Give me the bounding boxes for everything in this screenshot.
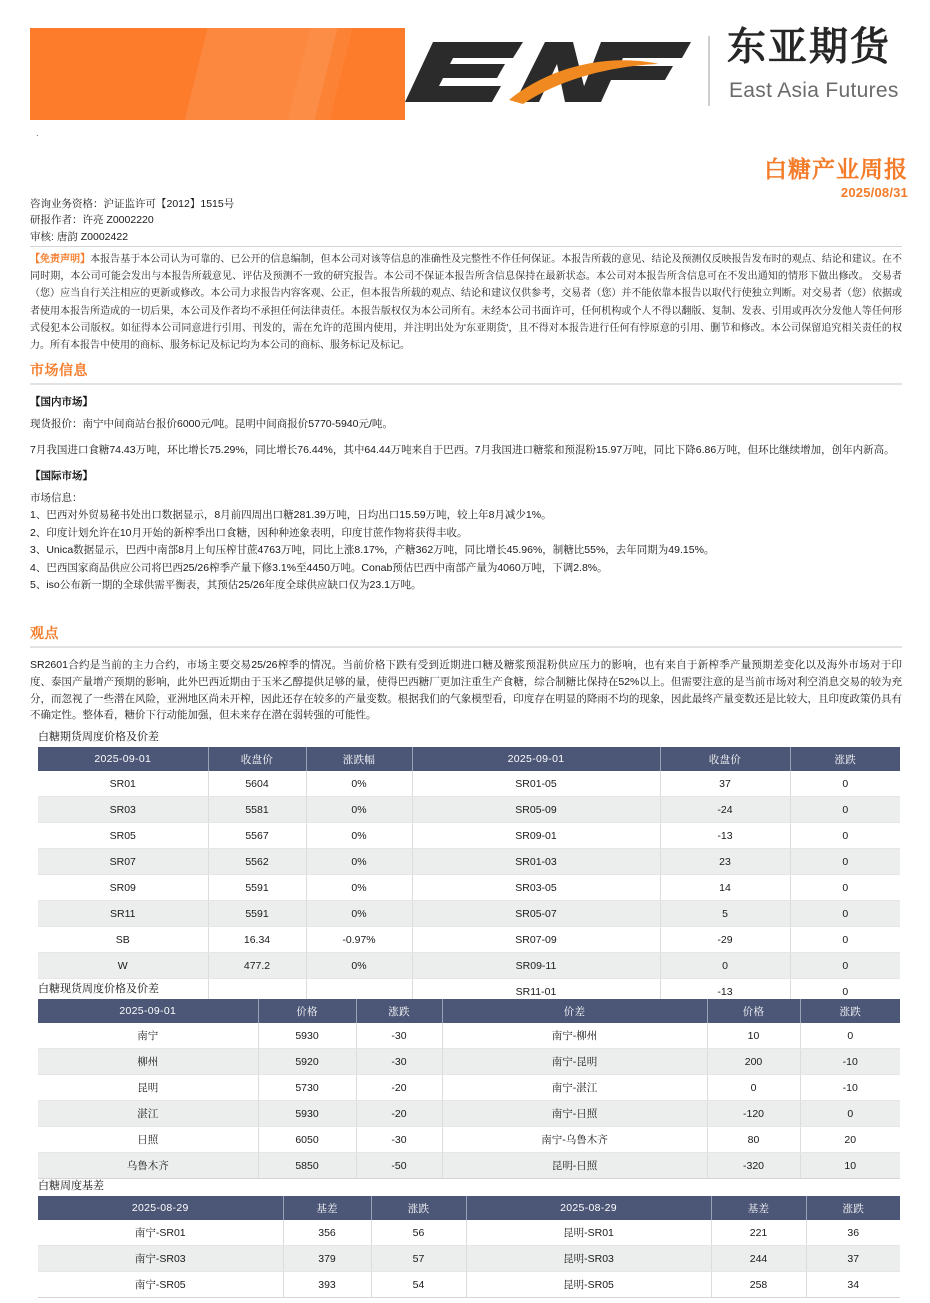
brand-color-block bbox=[30, 28, 405, 120]
cell: 5 bbox=[660, 901, 790, 927]
table-row bbox=[38, 1023, 900, 1049]
cell: 37 bbox=[660, 771, 790, 797]
table-row bbox=[38, 953, 900, 979]
cell: 23 bbox=[660, 849, 790, 875]
col-header: 涨跌幅 bbox=[306, 747, 412, 771]
disclaimer-divider bbox=[30, 246, 902, 247]
domestic-market-subheading: 【国内市场】 bbox=[30, 396, 93, 408]
report-date: 2025/08/31 bbox=[840, 185, 908, 201]
international-item-2: 2、印度计划允许在10月开始的新榨季出口食糖，因种种迹象表明，印度甘蔗作物将获得丰收。 bbox=[30, 526, 468, 539]
cell: 5562 bbox=[208, 849, 306, 875]
cell: -30 bbox=[356, 1127, 442, 1153]
cell: 南宁-湛江 bbox=[442, 1075, 707, 1101]
cell: 0% bbox=[306, 797, 412, 823]
col-header: 收盘价 bbox=[208, 747, 306, 771]
cell: 6050 bbox=[258, 1127, 356, 1153]
international-market-subheading: 【国际市场】 bbox=[30, 470, 93, 482]
international-lead: 市场信息： bbox=[30, 492, 83, 504]
cell: 昆明-SR03 bbox=[466, 1246, 711, 1272]
col-header: 涨跌 bbox=[800, 999, 900, 1023]
disclaimer-label: 【免责声明】 bbox=[30, 254, 91, 265]
cell: 5850 bbox=[258, 1153, 356, 1179]
cell: 0 bbox=[800, 1101, 900, 1127]
cell: 0% bbox=[306, 875, 412, 901]
cell: 昆明-SR01 bbox=[466, 1220, 711, 1246]
table-header-row bbox=[38, 747, 900, 771]
table-row bbox=[38, 901, 900, 927]
cell: 10 bbox=[800, 1153, 900, 1179]
cell: 5591 bbox=[208, 901, 306, 927]
cell: 日照 bbox=[38, 1127, 258, 1153]
cell: -13 bbox=[660, 823, 790, 849]
cell: 54 bbox=[371, 1272, 466, 1298]
table-header-row bbox=[38, 999, 900, 1023]
viewpoint-section bbox=[30, 623, 902, 724]
market-info-heading: 市场信息 bbox=[30, 362, 88, 378]
cell: 10 bbox=[707, 1023, 800, 1049]
cell: 0 bbox=[800, 1023, 900, 1049]
col-header: 2025-08-29 bbox=[38, 1196, 283, 1220]
cell: 0% bbox=[306, 901, 412, 927]
cell: 258 bbox=[711, 1272, 806, 1298]
cell: W bbox=[38, 953, 208, 979]
cell: 0% bbox=[306, 771, 412, 797]
col-header: 涨跌 bbox=[806, 1196, 900, 1220]
cell: 南宁-SR05 bbox=[38, 1272, 283, 1298]
credential-reviewer: 审核: 唐韵 Z0002422 bbox=[30, 230, 129, 243]
viewpoint-heading: 观点 bbox=[30, 625, 59, 641]
cell: 34 bbox=[806, 1272, 900, 1298]
cell: -29 bbox=[660, 927, 790, 953]
basis-table-block bbox=[38, 1177, 900, 1298]
cell: SB bbox=[38, 927, 208, 953]
domestic-spot-quote: 现货报价：南宁中间商站台报价6000元/吨。昆明中间商报价5770-5940元/吨。 bbox=[30, 418, 393, 430]
table-row bbox=[38, 1101, 900, 1127]
col-header: 涨跌 bbox=[356, 999, 442, 1023]
disclaimer-text bbox=[30, 251, 902, 354]
cell: 0 bbox=[790, 849, 900, 875]
cell: -10 bbox=[800, 1049, 900, 1075]
cell: SR07 bbox=[38, 849, 208, 875]
basis-table-caption: 白糖周度基差 bbox=[38, 1180, 104, 1192]
col-header: 涨跌 bbox=[790, 747, 900, 771]
cell: SR11 bbox=[38, 901, 208, 927]
cell: -120 bbox=[707, 1101, 800, 1127]
report-title: 白糖产业周报 bbox=[764, 156, 908, 182]
cell: 柳州 bbox=[38, 1049, 258, 1075]
spot-price-table bbox=[38, 999, 900, 1179]
disclaimer-block bbox=[30, 246, 902, 354]
cell: -50 bbox=[356, 1153, 442, 1179]
cell: SR05 bbox=[38, 823, 208, 849]
cell: 200 bbox=[707, 1049, 800, 1075]
table-row bbox=[38, 797, 900, 823]
table-header-row bbox=[38, 1196, 900, 1220]
cell: SR09 bbox=[38, 875, 208, 901]
market-info-divider bbox=[30, 383, 902, 385]
spot-price-table-caption: 白糖现货周度价格及价差 bbox=[38, 983, 159, 995]
table-row bbox=[38, 1153, 900, 1179]
cell: 477.2 bbox=[208, 953, 306, 979]
cell: 南宁-昆明 bbox=[442, 1049, 707, 1075]
cell: 20 bbox=[800, 1127, 900, 1153]
cell: -13 bbox=[660, 979, 790, 1005]
cell: 0% bbox=[306, 849, 412, 875]
cell: 5591 bbox=[208, 875, 306, 901]
company-logo bbox=[405, 24, 915, 124]
cell: 37 bbox=[806, 1246, 900, 1272]
col-header: 基差 bbox=[711, 1196, 806, 1220]
cell: 80 bbox=[707, 1127, 800, 1153]
col-header: 价格 bbox=[258, 999, 356, 1023]
cell: 南宁-日照 bbox=[442, 1101, 707, 1127]
col-header: 2025-09-01 bbox=[38, 999, 258, 1023]
cell: 0 bbox=[790, 771, 900, 797]
cell: 356 bbox=[283, 1220, 371, 1246]
international-item-3: 3、Unica数据显示，巴西中南部8月上旬压榨甘蔗4763万吨，同比上涨8.17%，产糖362万吨，同比增长45.96%，制糖比55%，去年同期为49.15%。 bbox=[30, 544, 715, 557]
report-title-block bbox=[764, 157, 908, 200]
col-header: 基差 bbox=[283, 1196, 371, 1220]
cell: 0 bbox=[790, 979, 900, 1005]
company-name-en: East Asia Futures bbox=[729, 79, 899, 102]
spot-price-table-block bbox=[38, 980, 900, 1179]
viewpoint-divider bbox=[30, 646, 902, 648]
cell: 244 bbox=[711, 1246, 806, 1272]
cell: 南宁-SR03 bbox=[38, 1246, 283, 1272]
cell: 0% bbox=[306, 823, 412, 849]
table-row bbox=[38, 1220, 900, 1246]
cell: SR03-05 bbox=[412, 875, 660, 901]
cell: SR07-09 bbox=[412, 927, 660, 953]
viewpoint-text: SR2601合约是当前的主力合约，市场主要交易25/26榨季的情况。当前价格下跌有受到近期进口糖及糖浆预混粉供应压力的影响，也有来自于新榨季产量预期差变化以及海外市场对于印度、泰国产量增产预期的影响，此外巴西近期由于玉米乙醇提供足够的量，使得巴西糖厂更加注重生产食糖，综合制糖比保持在52%以上。但需要注意的是当前市场对利空消息交易的较为充分，而忽视了一些潜在风险，亚洲地区尚未开榨，因此还存在较多的产量变数。根据我们的气象模型看，印度存在明显的降雨不均的现象，因此最终产量变数还是比较大，且印度政策仍具有不确定性。整体看，糖价下行动能加强，但未来存在潜在弱转强的可能性。 bbox=[30, 659, 902, 722]
cell: 昆明 bbox=[38, 1075, 258, 1101]
cell: 5730 bbox=[258, 1075, 356, 1101]
col-header: 2025-09-01 bbox=[38, 747, 208, 771]
cell: 0 bbox=[790, 823, 900, 849]
table-row bbox=[38, 1272, 900, 1298]
cell: 221 bbox=[711, 1220, 806, 1246]
table-row bbox=[38, 927, 900, 953]
futures-price-table-caption: 白糖期货周度价格及价差 bbox=[38, 731, 159, 743]
cell: -24 bbox=[660, 797, 790, 823]
cell: -30 bbox=[356, 1049, 442, 1075]
cell: SR01 bbox=[38, 771, 208, 797]
cell: 0 bbox=[660, 953, 790, 979]
cell: 南宁-柳州 bbox=[442, 1023, 707, 1049]
international-item-5: 5、iso公布新一期的全球供需平衡表，其预估25/26年度全球供应缺口仅为23.1万吨。 bbox=[30, 579, 422, 592]
cell: SR09-01 bbox=[412, 823, 660, 849]
col-header: 2025-09-01 bbox=[412, 747, 660, 771]
cell: 5920 bbox=[258, 1049, 356, 1075]
cell: -0.97% bbox=[306, 927, 412, 953]
cell: 昆明-日照 bbox=[442, 1153, 707, 1179]
analyst-credentials bbox=[30, 196, 234, 245]
company-name-cn: 东亚期货 bbox=[727, 26, 892, 69]
cell: 5930 bbox=[258, 1101, 356, 1127]
cell: 5581 bbox=[208, 797, 306, 823]
cell: 16.34 bbox=[208, 927, 306, 953]
col-header: 收盘价 bbox=[660, 747, 790, 771]
cell: 0% bbox=[306, 953, 412, 979]
international-item-4: 4、巴西国家商品供应公司将巴西25/26榨季产量下修3.1%至4450万吨。Conab预估巴西中南部产量为4060万吨，下调2.8%。 bbox=[30, 561, 608, 574]
cell: 0 bbox=[790, 927, 900, 953]
cell: 393 bbox=[283, 1272, 371, 1298]
cell: -320 bbox=[707, 1153, 800, 1179]
cell: SR01-05 bbox=[412, 771, 660, 797]
cell: 0 bbox=[790, 875, 900, 901]
table-row bbox=[38, 1127, 900, 1153]
cell: 379 bbox=[283, 1246, 371, 1272]
table-row bbox=[38, 1075, 900, 1101]
cell: 湛江 bbox=[38, 1101, 258, 1127]
cell: SR11-01 bbox=[412, 979, 660, 1005]
international-item-1: 1、巴西对外贸易秘书处出口数据显示，8月前四周出口糖281.39万吨，日均出口15.59万吨，较上年8月减少1%。 bbox=[30, 509, 552, 522]
cell: 56 bbox=[371, 1220, 466, 1246]
table-row bbox=[38, 823, 900, 849]
cell: 5567 bbox=[208, 823, 306, 849]
col-header: 2025-08-29 bbox=[466, 1196, 711, 1220]
cell: 南宁-乌鲁木齐 bbox=[442, 1127, 707, 1153]
cell: 南宁 bbox=[38, 1023, 258, 1049]
cell: 0 bbox=[790, 797, 900, 823]
cell: -20 bbox=[356, 1101, 442, 1127]
cell: 5930 bbox=[258, 1023, 356, 1049]
cell: 0 bbox=[707, 1075, 800, 1101]
cell: 昆明-SR05 bbox=[466, 1272, 711, 1298]
market-info-section bbox=[30, 360, 902, 595]
cell: 南宁-SR01 bbox=[38, 1220, 283, 1246]
disclaimer-body: 本报告基于本公司认为可靠的、已公开的信息编制，但本公司对该等信息的准确性及完整性不作任何保证。本报告所载的意见、结论及预测仅反映报告发布时的观点、结论和建议。在不同时期，本公司可能会发出与本报告所载意见、评估及预测不一致的研究报告。本公司不保证本报告所含信息保持在最新状态。本公司对本报告所含信息可在不发出通知的情形下做出修改。 交易者（您）应当自行关注相应的更新或修改。本公司力求报告内容客观、公正，但本报告所载的观点、结论和建议仅供参考，交易者（您）并不能依靠本报告以取代行使独立判断。对交易者（您）依据或者使用本报告所造成的一切后果，本公司及作者均不承担任何法律责任。本报告版权仅为本公司所有。未经本公司书面许可，任何机构或个人不得以翻版、复制、发表、引用或再次分发他人等任何形式侵犯本公司版权。如征得本公司同意进行引用、刊发的，需在允许的范围内使用，并注明出处为'东亚期货'，且不得对本报告进行任何有悖原意的引用、删节和修改。本公司保留追究相关责任的权力。所有本报告中使用的商标、服务标记及标记均为本公司的商标、服务标记及标记。 bbox=[30, 254, 902, 351]
table-row bbox=[38, 1049, 900, 1075]
credential-author: 研报作者：许亮 Z0002220 bbox=[30, 214, 154, 227]
cell: 36 bbox=[806, 1220, 900, 1246]
cell: SR01-03 bbox=[412, 849, 660, 875]
basis-table bbox=[38, 1196, 900, 1298]
cell: SR03 bbox=[38, 797, 208, 823]
credential-license: 咨询业务资格：沪证监许可【2012】1515号 bbox=[30, 198, 235, 210]
table-row bbox=[38, 875, 900, 901]
table-row bbox=[38, 849, 900, 875]
cell: 14 bbox=[660, 875, 790, 901]
cell: -20 bbox=[356, 1075, 442, 1101]
table-row bbox=[38, 771, 900, 797]
cell: 57 bbox=[371, 1246, 466, 1272]
cell: 0 bbox=[790, 953, 900, 979]
cell: 乌鲁木齐 bbox=[38, 1153, 258, 1179]
cell: -30 bbox=[356, 1023, 442, 1049]
stray-mark: . bbox=[36, 128, 39, 138]
cell: -10 bbox=[800, 1075, 900, 1101]
col-header: 涨跌 bbox=[371, 1196, 466, 1220]
cell: SR05-07 bbox=[412, 901, 660, 927]
col-header: 价差 bbox=[442, 999, 707, 1023]
report-header bbox=[0, 0, 930, 140]
cell: 0 bbox=[790, 901, 900, 927]
cell: SR09-11 bbox=[412, 953, 660, 979]
cell: SR05-09 bbox=[412, 797, 660, 823]
table-row bbox=[38, 1246, 900, 1272]
cell: 5604 bbox=[208, 771, 306, 797]
logo-divider bbox=[708, 36, 710, 106]
futures-price-table-block bbox=[38, 728, 900, 1005]
col-header: 价格 bbox=[707, 999, 800, 1023]
futures-price-table bbox=[38, 747, 900, 1005]
domestic-import-stats: 7月我国进口食糖74.43万吨，环比增长75.29%，同比增长76.44%，其中64.44万吨来自于巴西。7月我国进口糖浆和预混粉15.97万吨，同比下降6.86万吨，但环比继续增加，创年内新高。 bbox=[30, 444, 895, 456]
eaf-logomark-icon bbox=[405, 30, 695, 110]
